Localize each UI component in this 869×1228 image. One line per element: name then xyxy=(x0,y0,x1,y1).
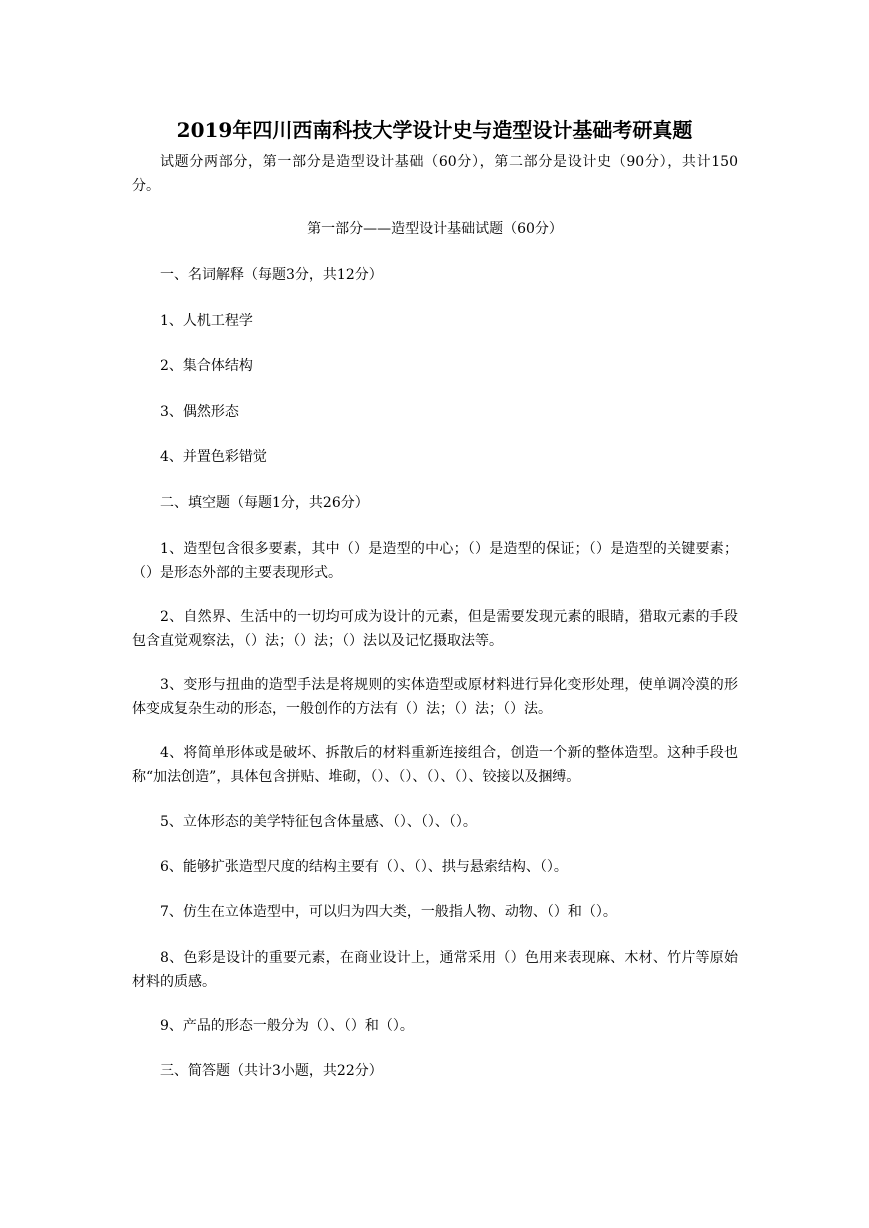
section1-heading: 一、名词解释（每题3分，共12分） xyxy=(160,267,383,283)
term-item: 1、人机工程学 xyxy=(160,313,253,329)
intro-paragraph: 试题分两部分，第一部分是造型设计基础（60分），第二部分是设计史（90分），共计150分。 xyxy=(132,154,738,194)
term-item: 4、并置色彩错觉 xyxy=(160,449,267,465)
section2-heading: 二、填空题（每题1分，共26分） xyxy=(160,495,369,511)
fill-blank-item: 3、变形与扭曲的造型手法是将规则的实体造型或原材料进行异化变形处理，使单调冷漠的形体变成复杂生动的形态，一般创作的方法有（）法；（）法；（）法。 xyxy=(132,677,738,717)
document-title: 2019年四川西南科技大学设计史与造型设计基础考研真题 xyxy=(176,118,693,142)
fill-blank-item: 9、产品的形态一般分为（）、（）和（）。 xyxy=(160,1018,414,1034)
term-item: 3、偶然形态 xyxy=(160,404,239,420)
fill-blank-item: 1、造型包含很多要素，其中（）是造型的中心；（）是造型的保证；（）是造型的关键要素；（）是形态外部的主要表现形式。 xyxy=(132,541,738,581)
fill-blank-item: 6、能够扩张造型尺度的结构主要有（）、（）、拱与悬索结构、（）。 xyxy=(160,859,568,875)
section3-heading: 三、简答题（共计3小题，共22分） xyxy=(160,1063,383,1079)
fill-blank-item: 8、色彩是设计的重要元素，在商业设计上，通常采用（）色用来表现麻、木材、竹片等原始材料的质感。 xyxy=(132,950,738,990)
term-item: 2、集合体结构 xyxy=(160,358,253,374)
fill-blank-item: 7、仿生在立体造型中，可以归为四大类，一般指人物、动物、（）和（）。 xyxy=(160,904,617,920)
part1-heading: 第一部分——造型设计基础试题（60分） xyxy=(307,221,563,237)
fill-blank-item: 5、立体形态的美学特征包含体量感、（）、（）、（）。 xyxy=(160,814,477,830)
fill-blank-item: 4、将简单形体或是破坏、拆散后的材料重新连接组合，创造一个新的整体造型。这种手段也称“加法创造”，具体包含拼贴、堆砌，（）、（）、（）、（）、铰接以及捆缚。 xyxy=(132,745,738,785)
fill-blank-item: 2、自然界、生活中的一切均可成为设计的元素，但是需要发现元素的眼睛，猎取元素的手段包含直觉观察法，（）法；（）法；（）法以及记忆摄取法等。 xyxy=(132,609,738,649)
